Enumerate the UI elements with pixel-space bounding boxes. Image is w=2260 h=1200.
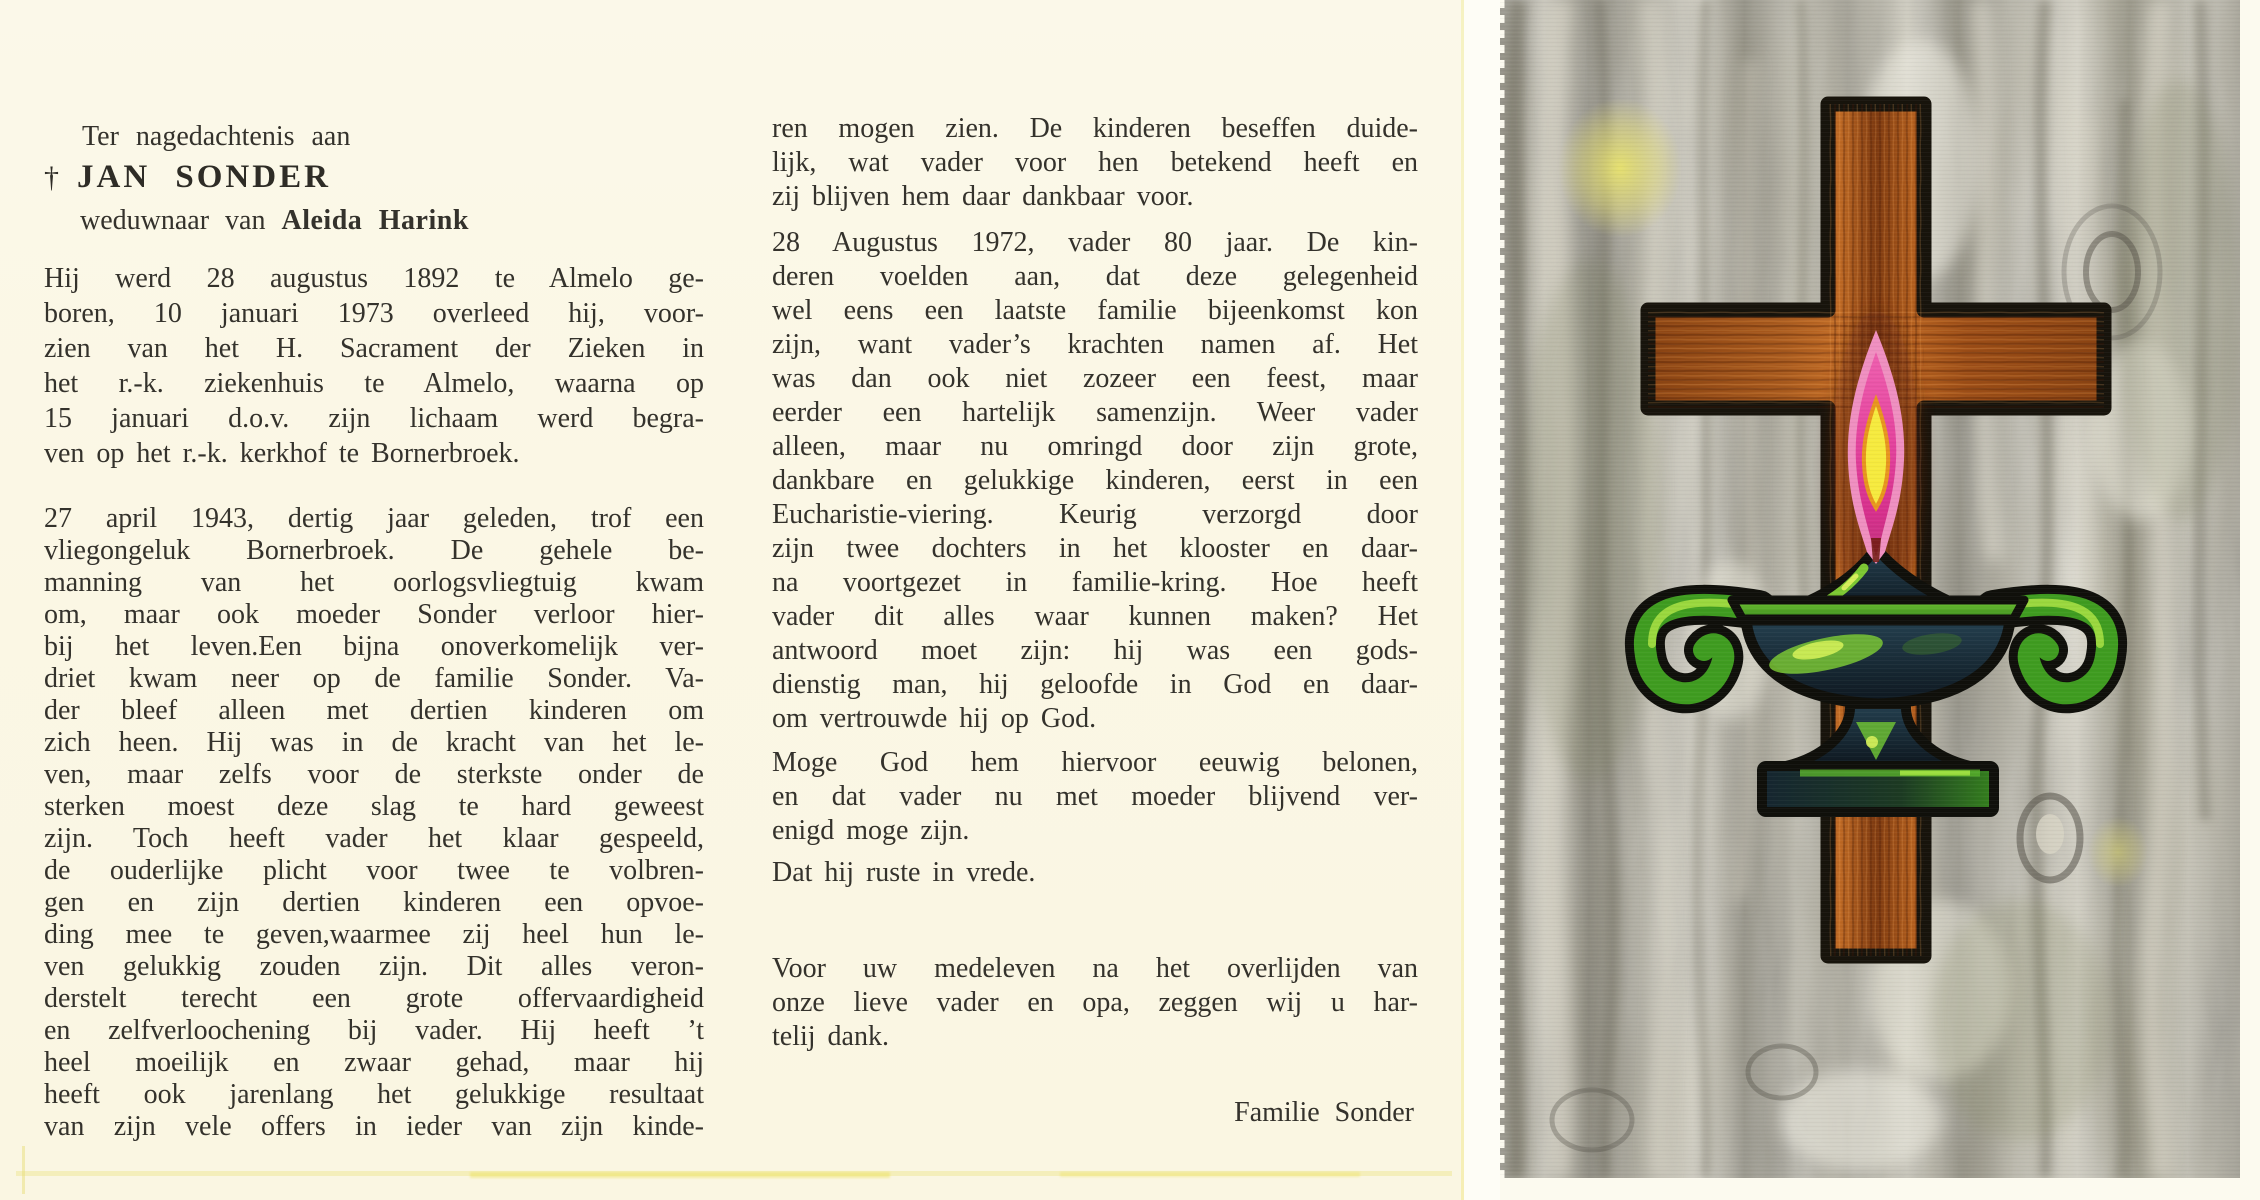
rest-in-peace-line: Dat hij ruste in vrede. — [772, 857, 1036, 888]
left-text-column — [44, 120, 704, 1143]
text-line: zij blijven hem daar dankbaar voor. — [772, 181, 1194, 212]
canvas-weave-overlay — [1500, 0, 2240, 1178]
text-line: dankbare en gelukkige kinderen, eerst in een — [772, 465, 1418, 496]
bottom-edge-highlight — [1060, 1172, 1360, 1177]
text-line: onze lieve vader en opa, zeggen wij u har- — [772, 987, 1418, 1018]
text-line: ren mogen zien. De kinderen beseffen duide- — [772, 113, 1418, 144]
text-line: Voor uw medeleven na het overlijden van — [772, 953, 1418, 984]
text-line: boren, 10 januari 1973 overleed hij, voor- — [44, 298, 704, 329]
relation-prefix: weduwnaar van — [80, 205, 266, 236]
text-line: ven, maar zelfs voor de sterkste onder de — [44, 759, 704, 790]
fold-line — [1461, 0, 1464, 1200]
dedication-line: Ter nagedachtenis aan — [82, 121, 351, 152]
paragraph-80th-birthday — [772, 226, 1418, 736]
text-line: enigd moge zijn. — [772, 815, 970, 846]
text-line: manning van het oorlogsvliegtuig kwam — [44, 567, 704, 598]
text-line: wel eens een laatste familie bijeenkomst kon — [772, 295, 1418, 326]
middle-text-column — [772, 112, 1418, 1130]
deceased-name: JAN SONDER — [77, 159, 331, 195]
text-line: 15 januari d.o.v. zijn lichaam werd begra- — [44, 403, 704, 434]
text-line: lijk, wat vader voor hen betekend heeft en — [772, 147, 1418, 178]
text-line: 27 april 1943, dertig jaar geleden, trof een — [44, 503, 704, 534]
text-line: deren voelden aan, dat deze gelegenheid — [772, 261, 1418, 292]
spouse-name: Aleida Harink — [281, 205, 469, 236]
text-line: Moge God hem hiervoor eeuwig belonen, — [772, 747, 1418, 778]
text-line: sterken moest deze slag te hard geweest — [44, 791, 704, 822]
text-line: ding mee te geven,waarmee zij heel hun le- — [44, 919, 704, 950]
corner-mark — [22, 1146, 25, 1194]
memorial-artwork — [1500, 0, 2240, 1178]
cross-and-lamp-painting — [1500, 0, 2240, 1178]
text-line: het r.-k. ziekenhuis te Almelo, waarna op — [44, 368, 704, 399]
deceased-name-line — [44, 154, 704, 201]
text-line: na voortgezet in familie-kring. Hoe heeft — [772, 567, 1418, 598]
text-line: zien van het H. Sacrament der Zieken in — [44, 333, 704, 364]
text-line: 28 Augustus 1972, vader 80 jaar. De kin- — [772, 227, 1418, 258]
paragraph-blessing — [772, 746, 1418, 848]
text-line: alleen, maar nu omringd door zijn grote, — [772, 431, 1418, 462]
text-line: derstelt terecht een grote offervaardigheid — [44, 983, 704, 1014]
card-margin-strip — [1464, 0, 1500, 1200]
text-line: heel moeilijk en zwaar gehad, maar hij — [44, 1047, 704, 1078]
relation-line — [44, 201, 704, 241]
text-line: en zelfverloochening bij vader. Hij heeft ’t — [44, 1015, 704, 1046]
text-line: gen en zijn dertien kinderen een opvoe- — [44, 887, 704, 918]
text-line: om, maar ook moeder Sonder verloor hier- — [44, 599, 704, 630]
text-line: zich heen. Hij was in de kracht van het le- — [44, 727, 704, 758]
text-line: was dan ook niet zozeer een feest, maar — [772, 363, 1418, 394]
paragraph-birth-death — [44, 261, 704, 471]
text-line: der bleef alleen met dertien kinderen om — [44, 695, 704, 726]
text-line: en dat vader nu met moeder blijvend ver- — [772, 781, 1418, 812]
text-line: Hij werd 28 augustus 1892 te Almelo ge- — [44, 263, 704, 294]
text-line: heeft ook jarenlang het gelukkige resultaat — [44, 1079, 704, 1110]
paragraph-thanks — [772, 952, 1418, 1054]
text-line: bij het leven.Een bijna onoverkomelijk ver- — [44, 631, 704, 662]
dagger-cross-icon: † — [44, 161, 59, 194]
family-signature: Familie Sonder — [1234, 1097, 1414, 1128]
text-line: vader dit alles waar kunnen maken? Het — [772, 601, 1418, 632]
text-line: driet kwam neer op de familie Sonder. Va- — [44, 663, 704, 694]
text-line: antwoord moet zijn: hij was een gods- — [772, 635, 1418, 666]
text-line: zijn, want vader’s krachten namen af. Het — [772, 329, 1418, 360]
paragraph-children-grateful — [772, 112, 1418, 214]
text-line: van zijn vele offers in ieder van zijn kinde- — [44, 1111, 704, 1142]
text-line: zijn twee dochters in het klooster en daar- — [772, 533, 1418, 564]
text-line: ven op het r.-k. kerkhof te Bornerbroek. — [44, 438, 520, 469]
bottom-edge-highlight — [470, 1172, 890, 1178]
text-line: ven gelukkig zouden zijn. Dit alles veron- — [44, 951, 704, 982]
text-line: Eucharistie-viering. Keurig verzorgd door — [772, 499, 1418, 530]
text-line: zijn. Toch heeft vader het klaar gespeeld, — [44, 823, 704, 854]
text-line: telij dank. — [772, 1021, 889, 1052]
text-line: om vertrouwde hij op God. — [772, 703, 1097, 734]
paragraph-war-family — [44, 503, 704, 1143]
text-line: dienstig man, hij geloofde in God en daar- — [772, 669, 1418, 700]
text-line: eerder een hartelijk samenzijn. Weer vader — [772, 397, 1418, 428]
text-line: de ouderlijke plicht voor twee te volbren- — [44, 855, 704, 886]
text-line: vliegongeluk Bornerbroek. De gehele be- — [44, 535, 704, 566]
